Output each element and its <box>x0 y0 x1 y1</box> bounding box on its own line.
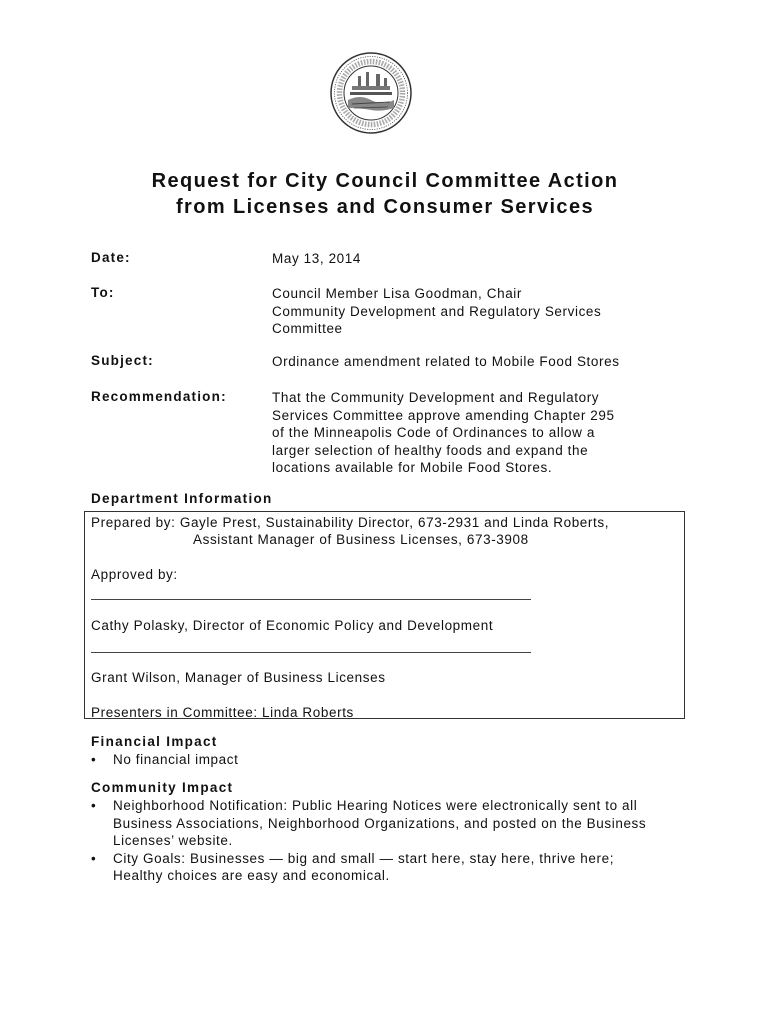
financial-heading: Financial Impact <box>91 734 218 749</box>
to-line: Council Member Lisa Goodman, Chair <box>272 286 522 301</box>
presenters-line: Presenters in Committee: Linda Roberts <box>91 705 354 720</box>
recommendation-line: Services Committee approve amending Chapter 295 <box>272 407 615 423</box>
to-line: Community Development and Regulatory Services <box>272 303 602 319</box>
date-value: May 13, 2014 <box>272 251 362 266</box>
subject-label: Subject: <box>91 353 154 368</box>
signature-line-2 <box>91 652 531 653</box>
to-line: Committee <box>272 321 343 336</box>
list-item: • Neighborhood Notification: Public Hearing Notices were electronically sent to all Business Associations, Neighborhood Organizations, and posted on the Business Licenses’ website. <box>91 798 647 848</box>
recommendation-line: That the Community Development and Regulatory <box>272 390 600 405</box>
recommendation-line: larger selection of healthy foods and expand the <box>272 442 589 458</box>
recommendation-line: locations available for Mobile Food Stores. <box>272 460 553 475</box>
subject-value: Ordinance amendment related to Mobile Food Stores <box>272 354 620 369</box>
to-value <box>272 285 682 338</box>
prepared-by-line-2: Assistant Manager of Business Licenses, 673-3908 <box>193 532 529 547</box>
signature-line-1 <box>91 599 531 600</box>
community-list <box>91 797 691 885</box>
recommendation-value <box>272 389 682 477</box>
list-item: • No financial impact <box>91 752 239 767</box>
recommendation-label: Recommendation: <box>91 389 227 404</box>
title-line-1: Request for City Council Committee Action <box>151 170 619 192</box>
department-info-box <box>84 511 685 719</box>
bullet-icon: • <box>91 850 97 866</box>
approved-by-label: Approved by: <box>91 567 178 582</box>
recommendation-line: of the Minneapolis Code of Ordinances to allow a <box>272 425 595 440</box>
date-label: Date: <box>91 250 131 265</box>
to-label: To: <box>91 285 115 300</box>
department-heading: Department Information <box>91 491 273 506</box>
title-line-2: from Licenses and Consumer Services <box>175 196 595 218</box>
bullet-icon: • <box>91 752 97 767</box>
community-heading: Community Impact <box>91 780 234 795</box>
list-item: • City Goals: Businesses — big and small — start here, stay here, thrive here; Healthy choices are easy and economical. <box>91 850 615 883</box>
financial-list <box>91 751 691 769</box>
prepared-by-line-1: Prepared by: Gayle Prest, Sustainability Director, 673-2931 and Linda Roberts, <box>91 515 610 530</box>
approver-2: Grant Wilson, Manager of Business Licenses <box>91 670 386 685</box>
city-seal-logo <box>330 52 412 134</box>
approver-1: Cathy Polasky, Director of Economic Policy and Development <box>91 618 494 633</box>
document-title <box>0 168 770 220</box>
bullet-icon: • <box>91 798 97 813</box>
